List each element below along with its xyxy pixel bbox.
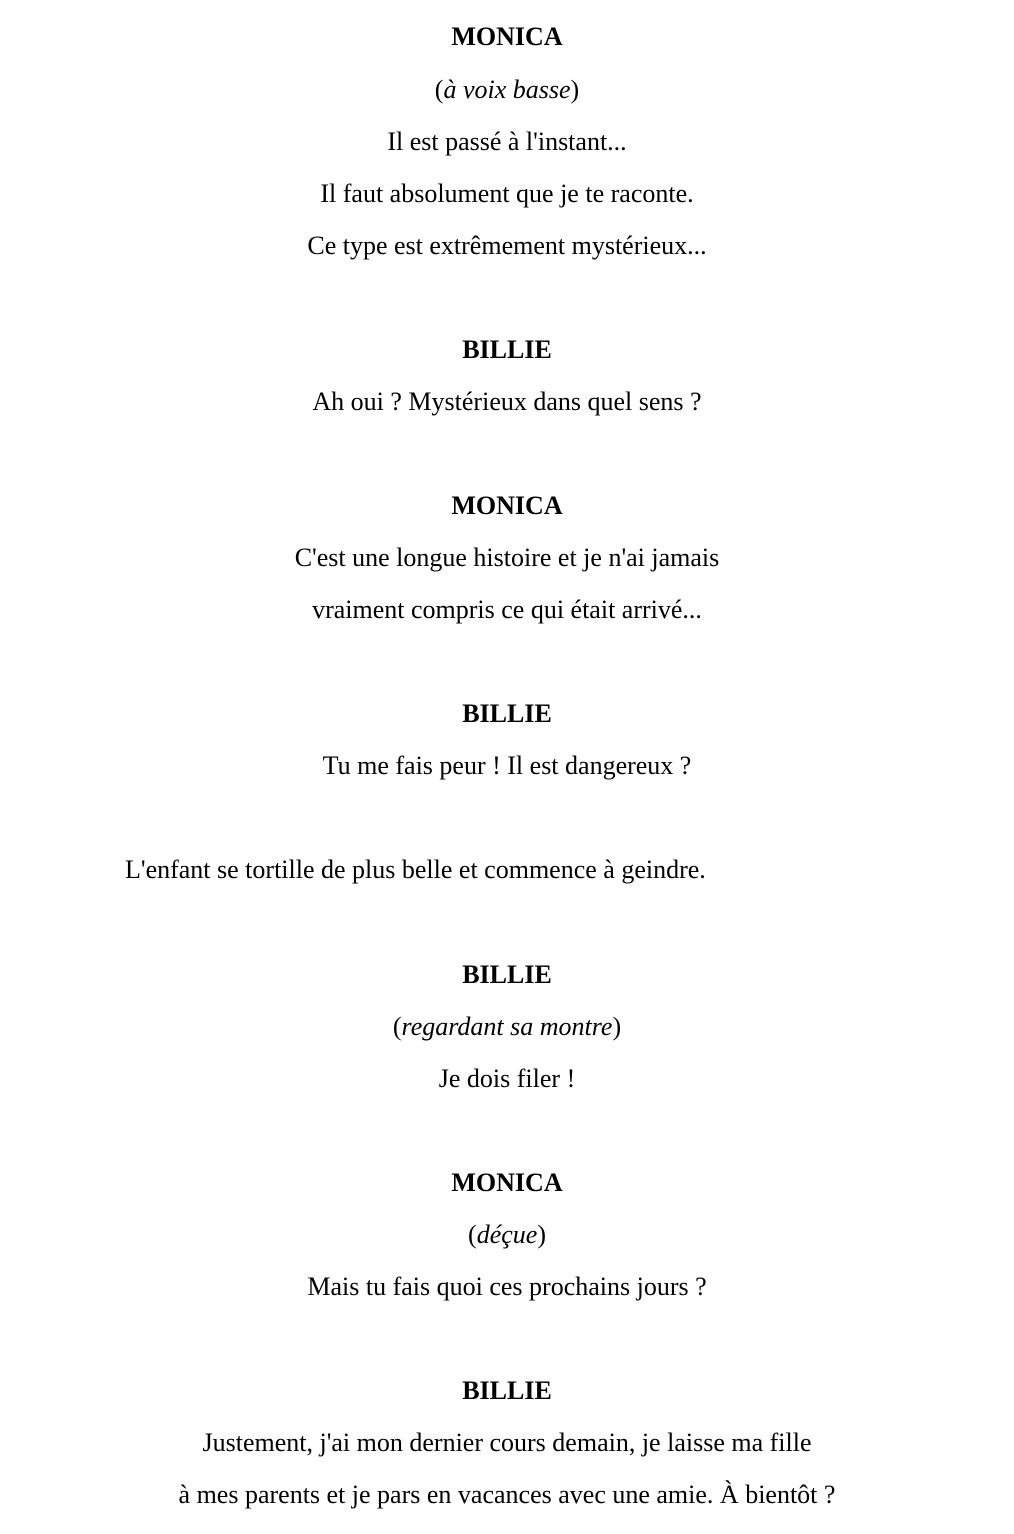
dialogue-line: Je dois filer !: [438, 1064, 576, 1093]
stage-direction-text: regardant sa montre: [401, 1012, 613, 1041]
speaker-name: BILLIE: [462, 1376, 552, 1405]
dialogue-line: Tu me fais peur ! Il est dangereux ?: [322, 751, 692, 780]
speaker-name: BILLIE: [462, 699, 552, 728]
dialogue-line: Ah oui ? Mystérieux dans quel sens ?: [312, 387, 702, 416]
stage-direction: (déçue): [468, 1220, 546, 1249]
dialogue-line: vraiment compris ce qui était arrivé...: [312, 595, 702, 624]
dialogue-line: Il est passé à l'instant...: [387, 127, 627, 156]
speaker-name: MONICA: [451, 491, 563, 520]
action-line: L'enfant se tortille de plus belle et commence à geindre.: [125, 855, 706, 884]
speaker-name: MONICA: [451, 1168, 563, 1197]
dialogue-line: C'est une longue histoire et je n'ai jamais: [294, 543, 720, 572]
dialogue-line: Mais tu fais quoi ces prochains jours ?: [307, 1272, 707, 1301]
dialogue-line: Justement, j'ai mon dernier cours demain, je laisse ma fille: [202, 1428, 812, 1457]
stage-direction: (à voix basse): [434, 75, 580, 104]
stage-direction: (regardant sa montre): [392, 1012, 622, 1041]
stage-direction-text: à voix basse: [443, 75, 571, 104]
stage-direction-text: déçue: [476, 1220, 538, 1249]
speaker-name: BILLIE: [462, 960, 552, 989]
speaker-name: MONICA: [451, 22, 563, 51]
dialogue-line: à mes parents et je pars en vacances avec une amie. À bientôt ?: [178, 1480, 836, 1509]
speaker-name: BILLIE: [462, 335, 552, 364]
dialogue-line: Il faut absolument que je te raconte.: [320, 179, 694, 208]
dialogue-line: Ce type est extrêmement mystérieux...: [307, 231, 707, 260]
